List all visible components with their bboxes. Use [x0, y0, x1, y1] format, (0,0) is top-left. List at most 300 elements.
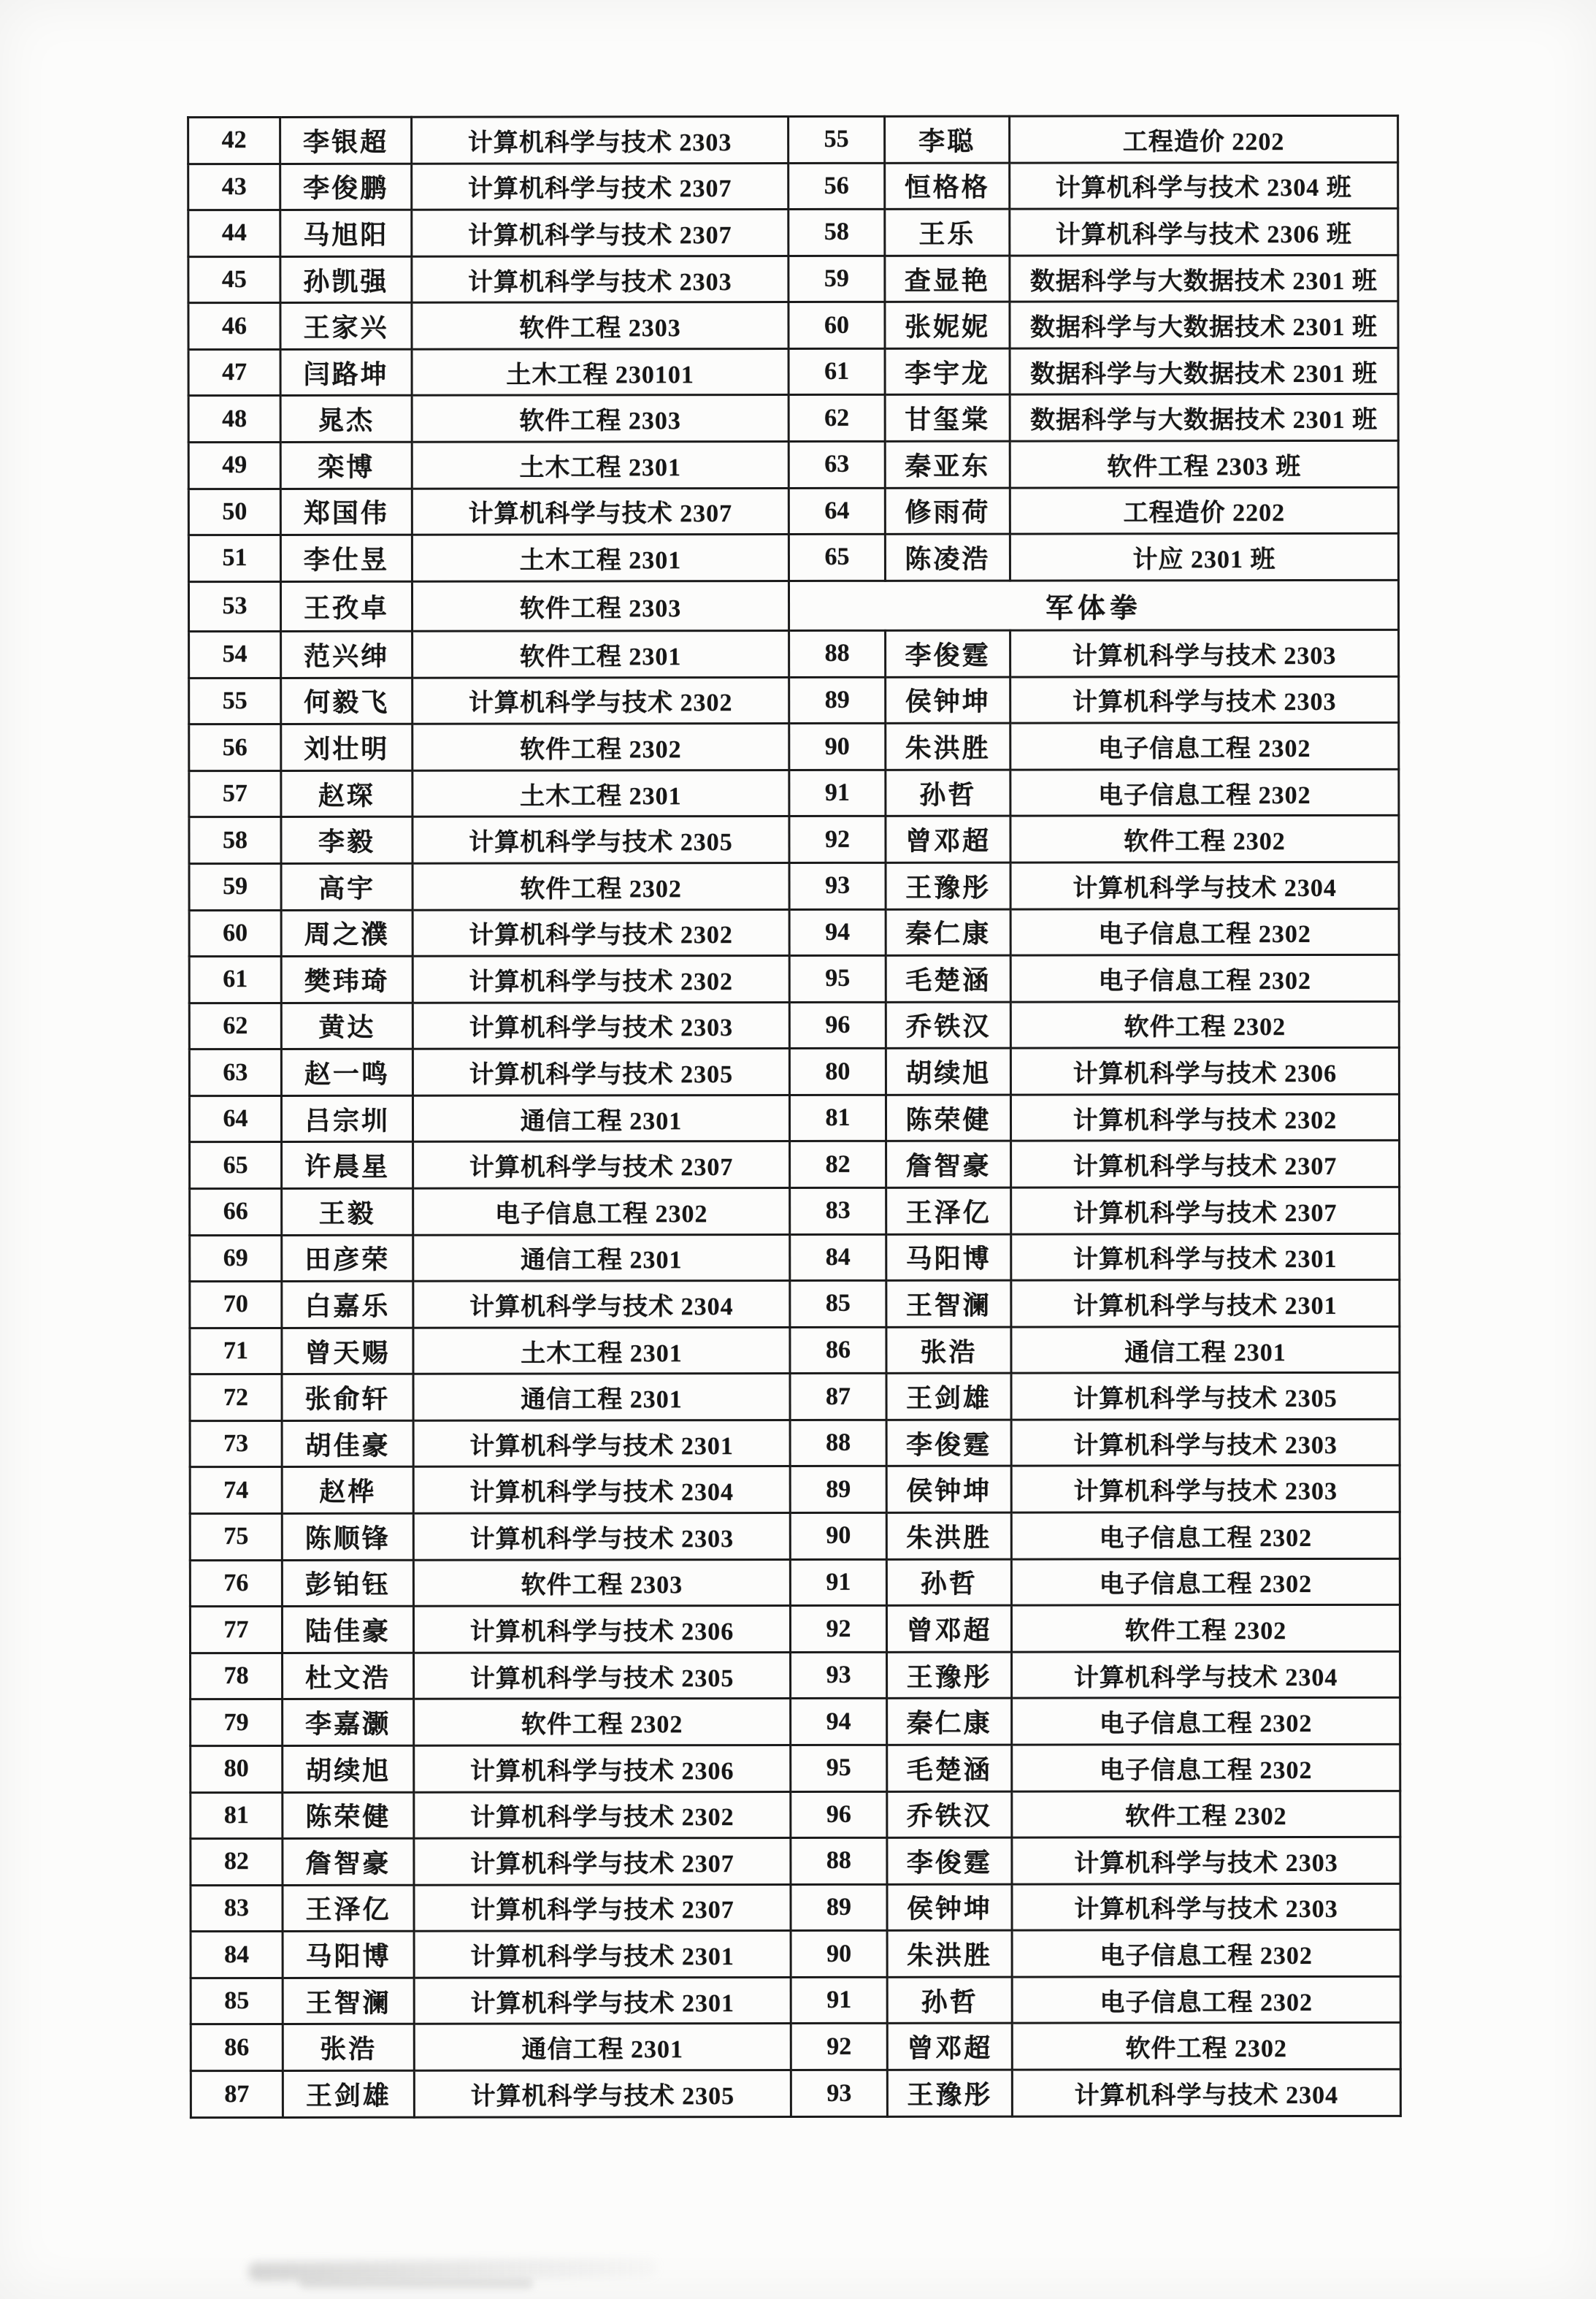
right-index-cell: 80 — [789, 1049, 886, 1095]
left-name-cell: 高宇 — [281, 863, 413, 910]
left-index-cell: 69 — [190, 1235, 282, 1282]
left-class-cell: 计算机科学与技术 2304 — [413, 1281, 790, 1328]
table-row — [188, 440, 1398, 489]
left-name-cell: 何毅飞 — [281, 678, 413, 724]
right-class-cell: 计算机科学与技术 2305 — [1011, 1373, 1400, 1420]
left-name-cell: 赵桦 — [282, 1467, 413, 1514]
right-class-cell: 电子信息工程 2302 — [1012, 1976, 1400, 2023]
table-row — [189, 630, 1399, 678]
left-class-cell: 计算机科学与技术 2301 — [414, 1977, 791, 2024]
table-row — [190, 1512, 1400, 1560]
right-index-cell: 55 — [789, 116, 885, 163]
table-row — [190, 1280, 1400, 1328]
left-class-cell: 软件工程 2303 — [412, 581, 789, 631]
left-name-cell: 张浩 — [283, 2024, 414, 2071]
table-row — [188, 534, 1398, 582]
right-index-cell: 96 — [791, 1791, 887, 1838]
left-name-cell: 栾博 — [280, 442, 412, 489]
right-class-cell: 计算机科学与技术 2304 — [1012, 1651, 1400, 1698]
right-class-cell: 电子信息工程 2302 — [1010, 769, 1399, 816]
right-index-cell: 61 — [789, 348, 885, 395]
left-name-cell: 黄达 — [281, 1003, 413, 1049]
table-row — [191, 1791, 1400, 1839]
left-class-cell: 计算机科学与技术 2306 — [414, 1745, 791, 1791]
left-index-cell: 86 — [191, 2024, 283, 2071]
left-index-cell: 63 — [189, 1049, 281, 1096]
left-name-cell: 李仕昱 — [280, 535, 412, 581]
left-index-cell: 77 — [190, 1607, 282, 1653]
right-index-cell: 85 — [790, 1280, 886, 1327]
right-name-cell: 王智澜 — [886, 1280, 1011, 1327]
left-index-cell: 82 — [191, 1839, 283, 1886]
left-index-cell: 64 — [189, 1095, 281, 1142]
right-index-cell: 64 — [789, 488, 885, 535]
table-row — [188, 348, 1398, 396]
right-class-cell: 工程造价 2202 — [1010, 487, 1398, 534]
left-class-cell: 计算机科学与技术 2302 — [413, 909, 789, 956]
left-class-cell: 计算机科学与技术 2301 — [413, 1420, 790, 1466]
left-class-cell: 计算机科学与技术 2302 — [414, 1791, 791, 1838]
table-row — [189, 1094, 1399, 1142]
right-index-cell: 88 — [791, 1837, 887, 1884]
left-class-cell: 计算机科学与技术 2306 — [413, 1606, 790, 1653]
left-class-cell: 通信工程 2301 — [413, 1374, 790, 1420]
right-index-cell: 93 — [789, 862, 886, 909]
left-class-cell: 计算机科学与技术 2303 — [413, 1513, 790, 1560]
right-name-cell: 乔铁汉 — [887, 1791, 1012, 1838]
right-index-cell: 93 — [791, 2070, 887, 2116]
left-class-cell: 软件工程 2303 — [412, 395, 789, 442]
left-index-cell: 47 — [188, 349, 280, 396]
left-index-cell: 76 — [190, 1560, 282, 1607]
left-class-cell: 计算机科学与技术 2305 — [414, 1652, 791, 1699]
right-class-cell: 计算机科学与技术 2303 — [1011, 1466, 1400, 1512]
right-name-cell: 王豫彤 — [886, 862, 1010, 909]
right-name-cell: 胡续旭 — [886, 1048, 1010, 1095]
left-index-cell: 65 — [190, 1142, 282, 1189]
left-name-cell: 王家兴 — [280, 303, 412, 350]
left-name-cell: 周之濮 — [281, 910, 413, 957]
left-class-cell: 软件工程 2303 — [412, 302, 789, 349]
table-row — [188, 209, 1398, 257]
table-row — [190, 1187, 1400, 1235]
table-row — [189, 955, 1399, 1003]
right-name-cell: 李俊霆 — [886, 1420, 1011, 1466]
left-index-cell: 62 — [189, 1003, 281, 1049]
roster-table — [187, 115, 1402, 2119]
right-class-cell: 计算机科学与技术 2303 — [1010, 676, 1399, 723]
right-name-cell: 朱洪胜 — [886, 1512, 1011, 1559]
left-name-cell: 陈顺锋 — [282, 1513, 413, 1560]
merged-section-cell: 军体拳 — [789, 580, 1398, 630]
right-class-cell: 电子信息工程 2302 — [1010, 723, 1399, 770]
left-name-cell: 樊玮琦 — [281, 956, 413, 1003]
right-index-cell: 91 — [790, 1559, 886, 1606]
right-name-cell: 李聪 — [885, 116, 1010, 163]
right-name-cell: 孙哲 — [886, 770, 1010, 816]
right-index-cell: 82 — [790, 1141, 886, 1188]
left-index-cell: 43 — [188, 164, 280, 210]
left-class-cell: 计算机科学与技术 2305 — [413, 1049, 789, 1095]
table-row — [191, 1883, 1400, 1932]
left-class-cell: 计算机科学与技术 2303 — [412, 117, 789, 164]
right-index-cell: 94 — [791, 1699, 887, 1745]
left-class-cell: 软件工程 2302 — [413, 724, 789, 770]
right-name-cell: 甘玺棠 — [885, 395, 1010, 442]
right-class-cell: 计算机科学与技术 2307 — [1011, 1187, 1400, 1233]
table-row — [190, 1466, 1400, 1514]
left-name-cell: 李俊鹏 — [280, 164, 412, 210]
right-class-cell: 计应 2301 班 — [1010, 534, 1398, 581]
right-index-cell: 83 — [790, 1187, 886, 1234]
left-name-cell: 杜文浩 — [283, 1653, 414, 1699]
left-name-cell: 马旭阳 — [280, 210, 412, 256]
right-name-cell: 秦仁康 — [887, 1698, 1012, 1745]
left-name-cell: 李毅 — [281, 817, 413, 864]
right-index-cell: 65 — [789, 535, 885, 581]
left-name-cell: 陈荣健 — [283, 1792, 414, 1839]
left-name-cell: 张俞轩 — [282, 1374, 413, 1421]
table-row — [189, 816, 1399, 864]
table-row — [189, 676, 1399, 724]
left-name-cell: 王孜卓 — [280, 581, 412, 632]
right-index-cell: 87 — [790, 1374, 886, 1420]
table-row — [188, 255, 1398, 303]
left-name-cell: 郑国伟 — [280, 489, 412, 535]
right-class-cell: 计算机科学与技术 2304 班 — [1010, 162, 1398, 209]
left-index-cell: 80 — [191, 1745, 283, 1792]
left-name-cell: 胡佳豪 — [282, 1420, 413, 1467]
left-index-cell: 61 — [189, 957, 281, 1003]
right-index-cell: 92 — [791, 2024, 887, 2070]
left-name-cell: 白嘉乐 — [282, 1281, 413, 1328]
right-index-cell: 90 — [791, 1931, 887, 1978]
right-name-cell: 查显艳 — [885, 256, 1010, 302]
left-name-cell: 赵琛 — [281, 770, 413, 817]
right-class-cell: 软件工程 2302 — [1012, 2023, 1400, 2070]
right-index-cell: 91 — [789, 770, 886, 816]
left-name-cell: 田彦荣 — [282, 1235, 413, 1282]
right-name-cell: 詹智豪 — [886, 1141, 1011, 1188]
right-name-cell: 朱洪胜 — [887, 1930, 1012, 1977]
left-index-cell: 78 — [191, 1653, 283, 1699]
left-class-cell: 计算机科学与技术 2307 — [412, 488, 789, 535]
left-name-cell: 孙凯强 — [280, 256, 412, 303]
right-class-cell: 软件工程 2302 — [1012, 1791, 1400, 1837]
table-row — [190, 1141, 1400, 1189]
left-index-cell: 60 — [189, 910, 281, 957]
left-name-cell: 范兴绅 — [281, 631, 413, 678]
right-class-cell: 电子信息工程 2302 — [1010, 955, 1399, 1001]
right-index-cell: 90 — [790, 1512, 886, 1559]
left-class-cell: 计算机科学与技术 2307 — [414, 1884, 791, 1931]
right-index-cell: 90 — [789, 724, 886, 770]
left-class-cell: 土木工程 230101 — [412, 348, 789, 395]
table-row — [189, 908, 1399, 957]
right-name-cell: 李俊霆 — [886, 630, 1010, 677]
left-class-cell: 软件工程 2301 — [413, 631, 789, 678]
left-class-cell: 通信工程 2301 — [413, 1095, 789, 1141]
table-row — [190, 1419, 1400, 1467]
right-index-cell: 59 — [789, 256, 885, 302]
left-name-cell: 彭铂钰 — [282, 1560, 413, 1607]
table-row — [188, 162, 1398, 210]
right-index-cell: 86 — [790, 1327, 886, 1374]
left-index-cell: 71 — [190, 1328, 282, 1374]
table-row — [191, 1744, 1400, 1792]
left-index-cell: 75 — [190, 1514, 282, 1561]
right-index-cell: 89 — [791, 1884, 887, 1931]
right-name-cell: 曾邓超 — [887, 2024, 1012, 2070]
left-name-cell: 詹智豪 — [283, 1838, 414, 1885]
right-class-cell: 计算机科学与技术 2303 — [1012, 1837, 1400, 1883]
left-class-cell: 软件工程 2302 — [414, 1699, 791, 1745]
right-index-cell: 88 — [789, 630, 886, 677]
left-class-cell: 软件工程 2303 — [413, 1559, 790, 1606]
right-class-cell: 计算机科学与技术 2307 — [1011, 1141, 1400, 1187]
right-name-cell: 孙哲 — [887, 1977, 1012, 2024]
left-name-cell: 马阳博 — [283, 1931, 414, 1978]
left-name-cell: 王智澜 — [283, 1978, 414, 2024]
left-name-cell: 王泽亿 — [283, 1885, 414, 1932]
right-class-cell: 软件工程 2302 — [1010, 816, 1399, 862]
right-class-cell: 工程造价 2202 — [1010, 115, 1398, 162]
right-index-cell: 95 — [791, 1745, 887, 1791]
left-class-cell: 计算机科学与技术 2307 — [413, 1141, 790, 1188]
left-index-cell: 85 — [191, 1978, 283, 2024]
table-row — [189, 862, 1399, 910]
left-index-cell: 48 — [188, 396, 280, 443]
table-row — [190, 1326, 1400, 1374]
left-index-cell: 84 — [191, 1932, 283, 1978]
right-class-cell: 计算机科学与技术 2303 — [1012, 1883, 1400, 1930]
table-row — [191, 2069, 1400, 2117]
table-row — [188, 487, 1398, 535]
right-class-cell: 数据科学与大数据技术 2301 班 — [1010, 394, 1398, 441]
left-class-cell: 计算机科学与技术 2302 — [413, 956, 789, 1003]
right-class-cell: 电子信息工程 2302 — [1010, 908, 1399, 955]
left-name-cell: 王剑雄 — [283, 2070, 414, 2117]
right-class-cell: 数据科学与大数据技术 2301 班 — [1010, 255, 1398, 302]
left-class-cell: 计算机科学与技术 2307 — [412, 163, 789, 210]
table-row — [189, 1001, 1399, 1049]
table-row — [189, 723, 1399, 771]
right-name-cell: 乔铁汉 — [886, 1002, 1010, 1049]
right-index-cell: 89 — [790, 1466, 886, 1513]
left-index-cell: 42 — [188, 117, 280, 164]
left-class-cell: 计算机科学与技术 2304 — [413, 1466, 790, 1513]
right-class-cell: 计算机科学与技术 2301 — [1011, 1280, 1400, 1327]
right-index-cell: 84 — [790, 1234, 886, 1281]
left-index-cell: 72 — [190, 1374, 282, 1421]
right-index-cell: 96 — [789, 1002, 886, 1049]
right-index-cell: 63 — [789, 441, 885, 488]
right-name-cell: 朱洪胜 — [886, 723, 1010, 770]
left-index-cell: 49 — [188, 443, 280, 489]
right-name-cell: 修雨荷 — [885, 488, 1010, 535]
right-class-cell: 软件工程 2303 班 — [1010, 440, 1398, 487]
left-index-cell: 44 — [188, 210, 280, 257]
left-index-cell: 66 — [190, 1188, 282, 1235]
right-class-cell: 计算机科学与技术 2303 — [1011, 1419, 1400, 1466]
right-index-cell: 95 — [789, 955, 886, 1002]
right-name-cell: 秦亚东 — [885, 441, 1010, 488]
right-class-cell: 电子信息工程 2302 — [1011, 1558, 1400, 1605]
left-class-cell: 软件工程 2302 — [413, 862, 789, 909]
right-name-cell: 张妮妮 — [885, 302, 1010, 348]
left-class-cell: 土木工程 2301 — [413, 770, 789, 816]
right-index-cell: 56 — [789, 163, 885, 210]
right-name-cell: 李俊霆 — [887, 1837, 1012, 1884]
left-name-cell: 胡续旭 — [283, 1745, 414, 1792]
left-index-cell: 70 — [190, 1282, 282, 1328]
right-class-cell: 电子信息工程 2302 — [1012, 1698, 1400, 1745]
right-class-cell: 电子信息工程 2302 — [1012, 1930, 1400, 1977]
left-name-cell: 赵一鸣 — [281, 1049, 413, 1096]
right-index-cell: 88 — [790, 1420, 886, 1466]
table-row — [190, 1605, 1400, 1653]
right-class-cell: 计算机科学与技术 2304 — [1012, 2069, 1400, 2116]
left-name-cell: 吕宗圳 — [281, 1095, 413, 1142]
right-index-cell: 58 — [789, 209, 885, 256]
right-index-cell: 94 — [789, 909, 886, 956]
left-name-cell: 李银超 — [280, 117, 412, 164]
left-index-cell: 55 — [189, 678, 281, 724]
right-name-cell: 王豫彤 — [887, 2070, 1012, 2116]
right-name-cell: 王乐 — [885, 209, 1010, 256]
left-class-cell: 电子信息工程 2302 — [413, 1188, 790, 1235]
right-index-cell: 60 — [789, 302, 885, 349]
right-index-cell: 81 — [789, 1095, 886, 1141]
right-class-cell: 电子信息工程 2302 — [1012, 1744, 1400, 1791]
left-index-cell: 58 — [189, 817, 281, 864]
right-name-cell: 曾邓超 — [886, 816, 1010, 862]
right-name-cell: 陈凌浩 — [885, 534, 1010, 581]
right-name-cell: 陈荣健 — [886, 1095, 1010, 1141]
table-row — [190, 1558, 1400, 1607]
right-class-cell: 数据科学与大数据技术 2301 班 — [1010, 302, 1398, 348]
right-index-cell: 92 — [790, 1606, 886, 1653]
right-name-cell: 秦仁康 — [886, 909, 1010, 956]
left-class-cell: 计算机科学与技术 2303 — [413, 1002, 789, 1049]
right-class-cell: 软件工程 2302 — [1010, 1001, 1399, 1048]
right-name-cell: 侯钟坤 — [887, 1884, 1012, 1931]
right-name-cell: 王豫彤 — [887, 1652, 1012, 1699]
right-index-cell: 92 — [789, 816, 886, 863]
left-name-cell: 闫路坤 — [280, 349, 412, 396]
left-name-cell: 曾天赐 — [282, 1328, 413, 1374]
right-index-cell: 62 — [789, 395, 885, 442]
left-index-cell: 56 — [189, 724, 281, 771]
table-row — [191, 1976, 1400, 2024]
right-name-cell: 马阳博 — [886, 1234, 1011, 1281]
right-name-cell: 曾邓超 — [886, 1605, 1011, 1652]
table-row — [188, 580, 1398, 632]
table-row — [190, 1373, 1400, 1421]
left-class-cell: 土木工程 2301 — [413, 1327, 790, 1374]
left-index-cell: 59 — [189, 863, 281, 910]
scan-smudge-artifact-2 — [299, 2279, 533, 2289]
right-name-cell: 侯钟坤 — [886, 1466, 1011, 1513]
right-class-cell: 计算机科学与技术 2306 — [1010, 1048, 1399, 1095]
right-name-cell: 李宇龙 — [885, 348, 1010, 395]
left-index-cell: 57 — [189, 770, 281, 817]
left-index-cell: 45 — [188, 256, 280, 303]
left-name-cell: 刘壮明 — [281, 724, 413, 770]
left-index-cell: 50 — [188, 489, 280, 535]
left-class-cell: 计算机科学与技术 2303 — [412, 256, 789, 302]
left-index-cell: 79 — [191, 1699, 283, 1746]
right-name-cell: 侯钟坤 — [886, 677, 1010, 724]
left-index-cell: 83 — [191, 1885, 283, 1932]
right-class-cell: 软件工程 2302 — [1011, 1605, 1400, 1652]
right-name-cell: 王泽亿 — [886, 1187, 1011, 1234]
right-class-cell: 电子信息工程 2302 — [1011, 1512, 1400, 1558]
left-class-cell: 计算机科学与技术 2301 — [414, 1931, 791, 1978]
right-class-cell: 计算机科学与技术 2302 — [1010, 1094, 1399, 1141]
right-index-cell: 93 — [791, 1652, 887, 1699]
right-class-cell: 计算机科学与技术 2304 — [1010, 862, 1399, 908]
table-row — [188, 115, 1398, 164]
right-class-cell: 计算机科学与技术 2306 班 — [1010, 209, 1398, 256]
table-row — [189, 769, 1399, 817]
left-class-cell: 计算机科学与技术 2307 — [414, 1838, 791, 1885]
table-row — [190, 1233, 1400, 1282]
left-class-cell: 计算机科学与技术 2307 — [412, 210, 789, 256]
left-name-cell: 王毅 — [282, 1188, 413, 1235]
table-row — [191, 2023, 1400, 2071]
left-class-cell: 通信工程 2301 — [414, 2024, 791, 2070]
left-class-cell: 土木工程 2301 — [412, 442, 789, 489]
table-row — [188, 394, 1398, 443]
right-class-cell: 通信工程 2301 — [1011, 1326, 1400, 1373]
left-class-cell: 土木工程 2301 — [412, 535, 789, 581]
right-class-cell: 计算机科学与技术 2303 — [1010, 630, 1399, 676]
right-name-cell: 孙哲 — [886, 1559, 1011, 1606]
table-row — [191, 1930, 1400, 1978]
right-name-cell: 王剑雄 — [886, 1373, 1011, 1420]
table-row — [191, 1651, 1400, 1699]
table-row — [188, 302, 1398, 350]
left-class-cell: 计算机科学与技术 2305 — [414, 2070, 791, 2118]
left-class-cell: 计算机科学与技术 2305 — [413, 816, 789, 863]
right-index-cell: 91 — [791, 1977, 887, 2024]
right-index-cell: 89 — [789, 677, 886, 724]
right-name-cell: 毛楚涵 — [886, 955, 1010, 1002]
left-index-cell: 73 — [190, 1420, 282, 1467]
left-name-cell: 李嘉灏 — [283, 1699, 414, 1746]
right-name-cell: 张浩 — [886, 1327, 1011, 1374]
right-class-cell: 计算机科学与技术 2301 — [1011, 1233, 1400, 1280]
left-index-cell: 81 — [191, 1792, 283, 1839]
left-index-cell: 53 — [188, 581, 280, 631]
left-index-cell: 51 — [188, 535, 280, 582]
right-name-cell: 恒格格 — [885, 163, 1010, 210]
left-name-cell: 陆佳豪 — [282, 1606, 413, 1653]
left-class-cell: 通信工程 2301 — [413, 1234, 790, 1281]
table-row — [191, 1698, 1400, 1746]
table-row — [189, 1048, 1399, 1096]
table-row — [191, 1837, 1400, 1885]
left-class-cell: 计算机科学与技术 2302 — [413, 677, 789, 724]
right-name-cell: 毛楚涵 — [887, 1745, 1012, 1791]
left-index-cell: 46 — [188, 303, 280, 350]
left-index-cell: 74 — [190, 1467, 282, 1514]
right-class-cell: 数据科学与大数据技术 2301 班 — [1010, 348, 1398, 394]
left-name-cell: 晁杰 — [280, 396, 412, 443]
left-index-cell: 54 — [189, 632, 281, 678]
left-name-cell: 许晨星 — [282, 1142, 413, 1189]
